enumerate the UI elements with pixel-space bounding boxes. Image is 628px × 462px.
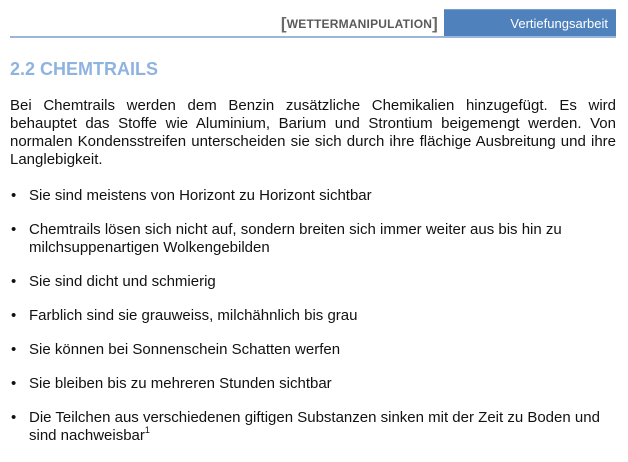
bullet-icon: • (11, 307, 17, 324)
bullet-icon: • (11, 221, 17, 238)
intro-paragraph: Bei Chemtrails werden dem Benzin zusätzliche Chemikalien hinzugefügt. Es wird behauptet das Stoffe wie Aluminium, Barium und Strontium beigemengt werden. Von normalen Kondensstreifen unterscheiden sie sich durch ihre flächige Ausbreitung und ihre Langlebigkeit. (10, 97, 616, 168)
list-item-text: Sie sind dicht und schmierig (29, 273, 216, 290)
header-doc-type-text: Vertiefungsarbeit (510, 16, 608, 31)
list-item-text: Sie sind meistens von Horizont zu Horizont sichtbar (29, 187, 372, 204)
bracket-open: [ (280, 14, 287, 33)
list-item-text: Sie bleiben bis zu mehreren Stunden sichtbar (29, 375, 332, 392)
bullet-icon: • (11, 375, 17, 392)
list-item-text: Chemtrails lösen sich nicht auf, sondern breiten sich immer weiter aus bis hin zu milchsuppenartigen Wolkengebilden (29, 221, 562, 256)
header-rule (10, 36, 616, 38)
page-header (0, 0, 628, 40)
list-item (10, 409, 616, 445)
list-item-text: Farblich sind sie grauweiss, milchähnlich bis grau (29, 307, 358, 324)
bullet-icon: • (11, 187, 17, 204)
bullet-icon: • (11, 409, 17, 426)
header-chapter-text: WETTERMANIPULATION (286, 17, 433, 31)
bracket-close: ] (432, 14, 438, 33)
bullet-list (10, 187, 616, 461)
list-item (10, 187, 616, 205)
list-item-text: Sie können bei Sonnenschein Schatten werfen (29, 341, 341, 358)
list-item (10, 221, 616, 257)
footnote-reference[interactable]: 1 (144, 425, 150, 435)
section-heading: 2.2 CHEMTRAILS (10, 59, 159, 79)
list-item (10, 341, 616, 359)
header-chapter-label (281, 13, 438, 33)
list-item (10, 307, 616, 325)
list-item (10, 273, 616, 291)
header-doc-type-box (444, 9, 616, 36)
list-item-text: Die Teilchen aus verschiedenen giftigen Substanzen sinken mit der Zeit zu Boden und sind nachweisbar (29, 409, 600, 444)
list-item (10, 375, 616, 393)
bullet-icon: • (11, 273, 17, 290)
bullet-icon: • (11, 341, 17, 358)
